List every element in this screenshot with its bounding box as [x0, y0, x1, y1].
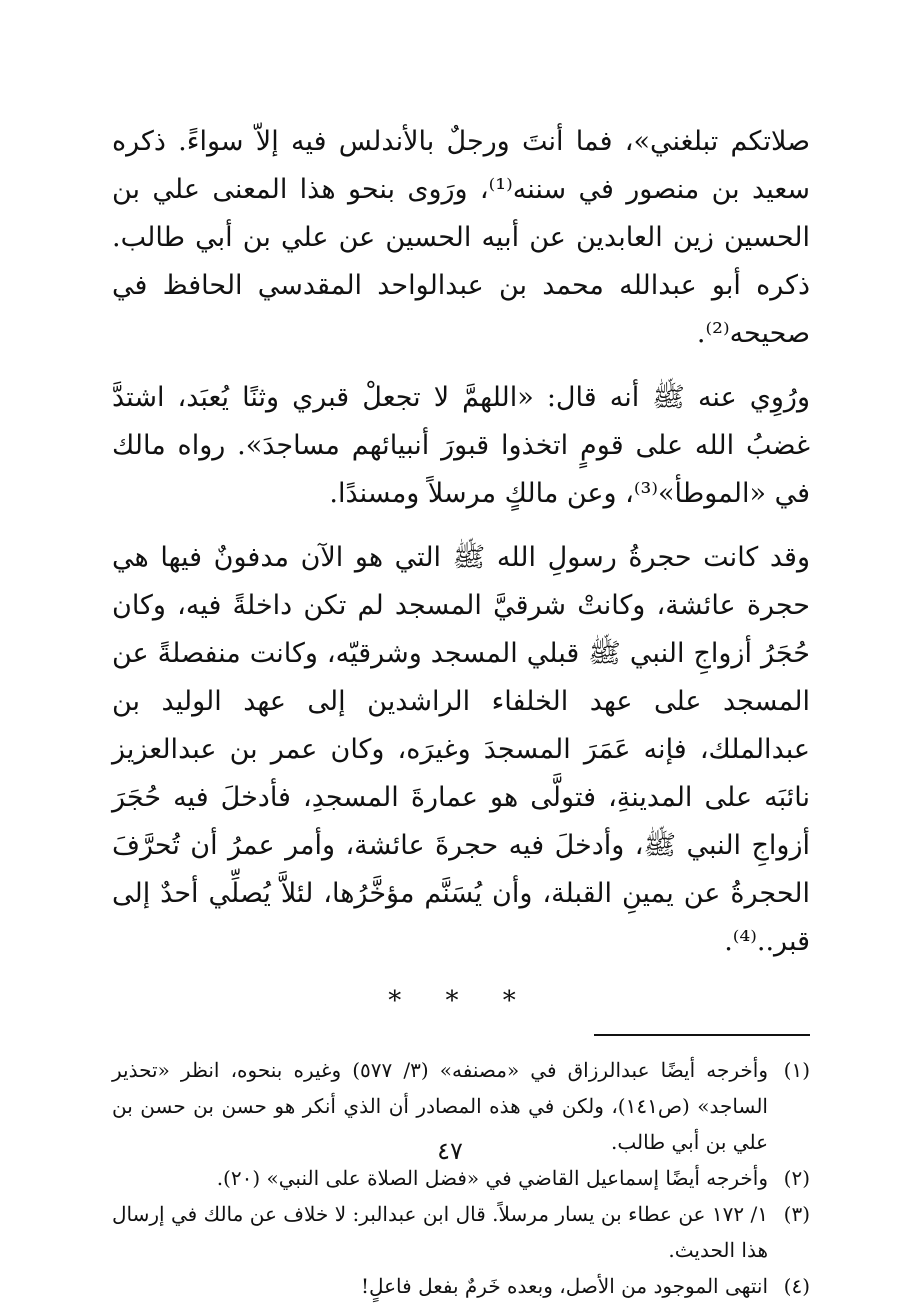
footnote-item-4 — [112, 1268, 810, 1304]
footnote-text: ١/ ١٧٢ عن عطاء بن يسار مرسلاً. قال ابن عبدالبر: لا خلاف عن مالك في إرسال هذا الحديث. — [112, 1202, 768, 1262]
main-text-paragraph-3: وقد كانت حجرةُ رسولِ الله ﷺ التي هو الآن مدفونٌ فيها هي حجرة عائشة، وكانتْ شرقيَّ المسجد لم تكن داخلةً فيه، وكان حُجَرُ أزواجِ النبي ﷺ قبلي المسجد وشرقيّه، وكانت منفصلةً عن المسجد على عهد الخلفاء الراشدين إلى عهد الوليد بن عبدالملك، فإنه عَمَرَ المسجدَ وغيرَه، وكان عمر بن عبدالعزيز نائبَه على المدينةِ، فتولَّى هو عمارةَ المسجدِ، فأدخلَ فيه حُجَرَ أزواجِ النبي ﷺ، وأدخلَ فيه حجرةَ عائشة، وأمر عمرُ أن تُحرَّفَ الحجرةُ عن يمينِ القبلة، وأن يُسَنَّم مؤخَّرُها، لئلاَّ يُصلِّي أحدٌ إلى قبر..⁽⁴⁾. — [112, 542, 810, 957]
footnote-item-3 — [112, 1196, 810, 1268]
section-separator: * * * — [388, 986, 534, 1016]
footnote-number: (٢) — [783, 1166, 810, 1190]
footnote-number: (٣) — [783, 1202, 810, 1226]
footnote-text: انتهى الموجود من الأصل، وبعده خَرمٌ بفعل فاعلٍ! — [360, 1274, 768, 1298]
footnote-number: (٤) — [783, 1274, 810, 1298]
page-content — [112, 118, 810, 1304]
footnotes — [112, 1052, 810, 1304]
footnote-text: وأخرجه أيضًا عبدالرزاق في «مصنفه» (٣/ ٥٧٧) وغيره بنحوه، انظر «تحذير الساجد» (ص١٤١)، ولكن في هذه المصادر أن الذي أنكر هو حسن بن حسن بن علي بن أبي طالب. — [112, 1058, 768, 1154]
footnote-divider — [594, 1034, 810, 1036]
footnote-number: (١) — [783, 1058, 810, 1082]
main-text-paragraph-1: صلاتكم تبلغني»، فما أنتَ ورجلٌ بالأندلس فيه إلاّ سواءً. ذكره سعيد بن منصور في سننه⁽¹⁾، ورَوى بنحو هذا المعنى علي بن الحسين زين العابدين عن أبيه الحسين عن علي بن أبي طالب. ذكره أبو عبدالله محمد بن عبدالواحد المقدسي الحافظ في صحيحه⁽²⁾. — [112, 126, 810, 349]
main-text-paragraph-2: ورُوِي عنه ﷺ أنه قال: «اللهمَّ لا تجعلْ قبري وثنًا يُعبَد، اشتدَّ غضبُ الله على قومٍ اتخذوا قبورَ أنبيائهم مساجدَ». رواه مالك في «الموطأ»⁽³⁾، وعن مالكٍ مرسلاً ومسندًا. — [112, 382, 810, 509]
page-number: ٤٧ — [437, 1137, 463, 1165]
footnote-text: وأخرجه أيضًا إسماعيل القاضي في «فضل الصلاة على النبي» (٢٠). — [216, 1166, 768, 1190]
footnote-item-2 — [112, 1160, 810, 1196]
